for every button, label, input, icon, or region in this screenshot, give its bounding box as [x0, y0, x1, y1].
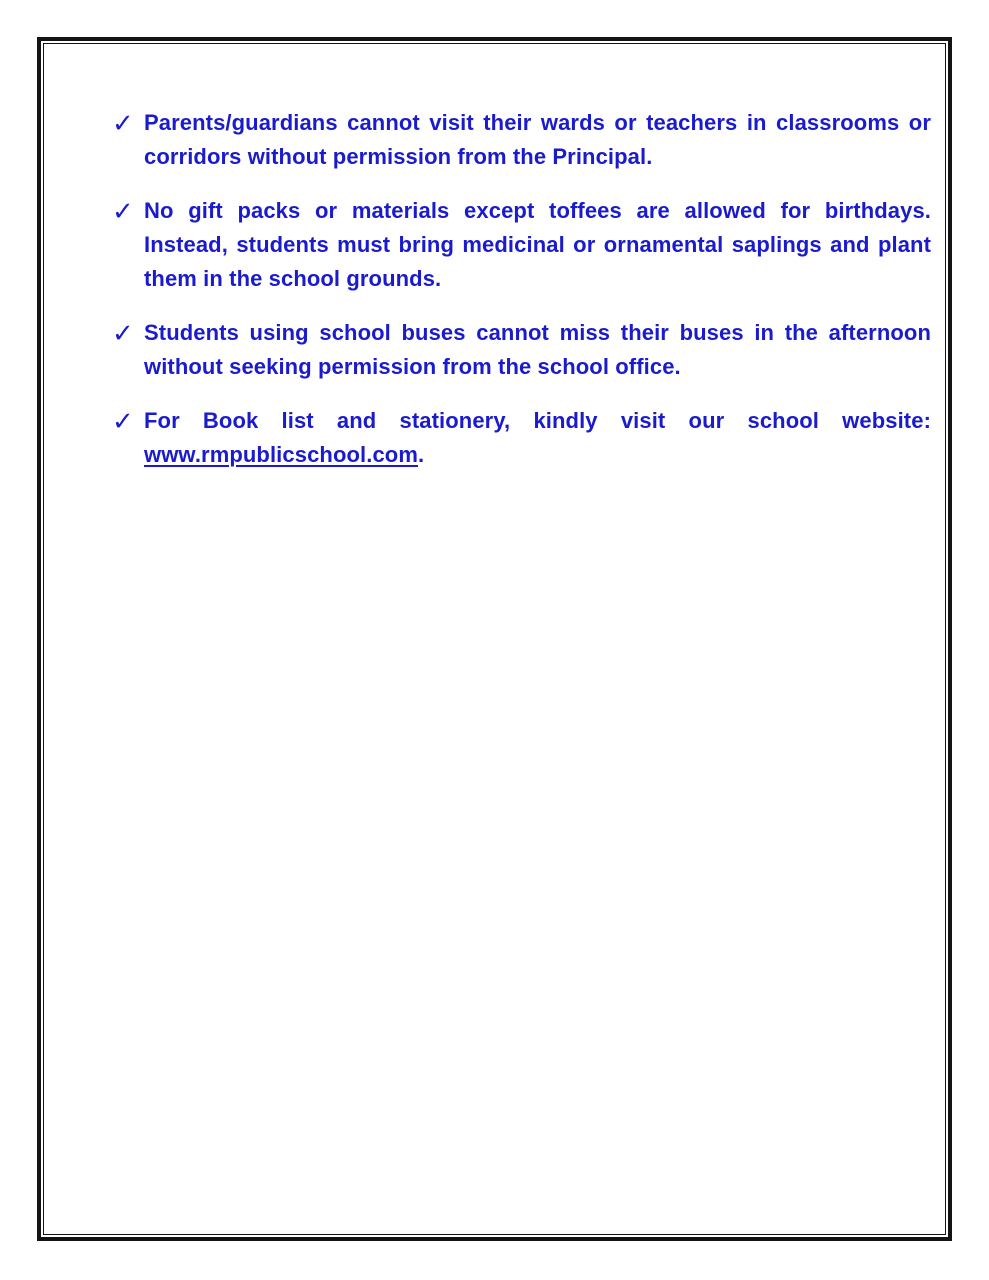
- list-item-text: [144, 404, 931, 472]
- list-item-text: No gift packs or materials except toffees are allowed for birthdays. Instead, students must bring medicinal or ornamental saplings and plant them in the school grounds.: [144, 198, 931, 291]
- notice-list: [44, 44, 945, 1234]
- list-item-parents-visit: [112, 106, 931, 174]
- page-border: [37, 37, 952, 1241]
- checkmark-icon: ✓: [112, 406, 134, 436]
- website-sentence-text: For Book list and stationery, kindly visit our school website:: [144, 408, 931, 433]
- school-website-link[interactable]: www.rmpublicschool.com: [144, 442, 418, 467]
- checkmark-icon: ✓: [112, 196, 134, 226]
- list-item-school-buses: [112, 316, 931, 384]
- page-border-inner-line: [43, 43, 946, 1235]
- list-item-book-list-website: [112, 404, 931, 472]
- sentence-period: .: [417, 442, 425, 467]
- list-item-text: Students using school buses cannot miss their buses in the afternoon without seeking permission from the school office.: [144, 320, 931, 379]
- list-item-text: Parents/guardians cannot visit their wards or teachers in classrooms or corridors without permission from the Principal.: [144, 110, 931, 169]
- checkmark-icon: ✓: [112, 318, 134, 348]
- checkmark-icon: ✓: [112, 108, 134, 138]
- list-item-gift-packs: [112, 194, 931, 296]
